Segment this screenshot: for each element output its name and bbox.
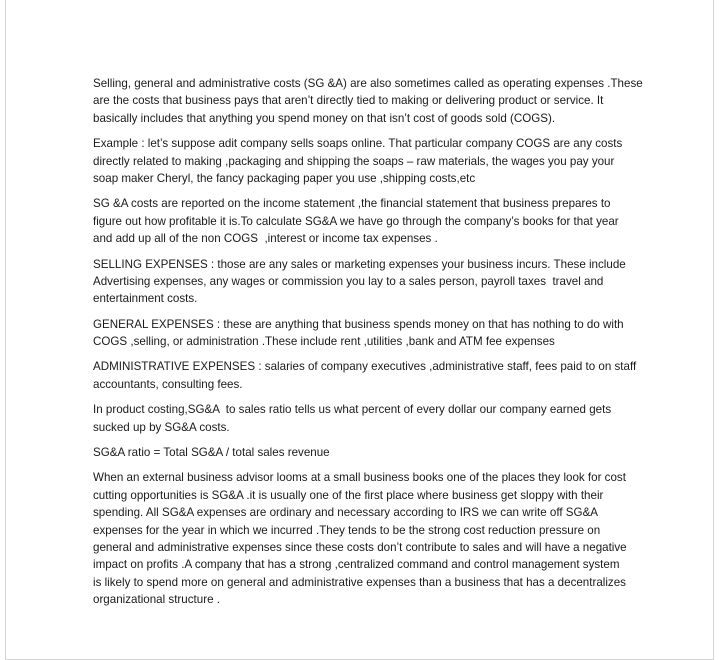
text-line: cutting opportunities is SG&A .it is usually one of the first place where business get sloppy with their (93, 488, 604, 502)
text-line: impact on profits .A company that has a strong ,centralized command and control management system (93, 558, 620, 572)
text-line: entertainment costs. (93, 292, 198, 306)
text-line: expenses for the year in which we incurred .They tends to be the strong cost reduction pressure on (93, 523, 601, 537)
text-line: general and administrative expenses since these costs don’t contribute to sales and will have a negative (93, 540, 627, 554)
text-line: sucked up by SG&A costs. (93, 420, 230, 434)
paragraph (93, 75, 653, 127)
document-page (5, 0, 714, 660)
paragraph (93, 256, 653, 308)
text-line: Advertising expenses, any wages or commission you lay to a sales person, payroll taxes travel and (93, 274, 604, 288)
text-line: organizational structure . (93, 593, 220, 607)
paragraph (93, 195, 653, 247)
text-line: SG&A ratio = Total SG&A / total sales revenue (93, 446, 330, 460)
text-line: directly related to making ,packaging and shipping the soaps – raw materials, the wages you pay your (93, 154, 615, 168)
text-line: COGS ,selling, or administration .These include rent ,utilities ,bank and ATM fee expenses (93, 335, 555, 349)
paragraph (93, 316, 653, 351)
text-line: SELLING EXPENSES : those are any sales or marketing expenses your business incurs. These include (93, 257, 626, 271)
text-line: spending. All SG&A expenses are ordinary and necessary according to IRS we can write off SG&A (93, 506, 599, 520)
paragraph (93, 135, 653, 187)
paragraph (93, 358, 653, 393)
text-line: When an external business advisor looms at a small business books one of the places they look for cost (93, 471, 626, 485)
text-line: SG &A costs are reported on the income statement ,the financial statement that business prepares to (93, 197, 611, 211)
text-line: figure out how profitable it is.To calculate SG&A we have go through the company’s books for that year (93, 214, 619, 228)
text-line: Selling, general and administrative costs (SG &A) are also sometimes called as operating expenses .These (93, 77, 643, 90)
text-line: In product costing,SG&A to sales ratio tells us what percent of every dollar our company earned gets (93, 403, 612, 417)
text-line: is likely to spend more on general and administrative expenses than a business that has a decentralizes (93, 575, 626, 589)
text-line: are the costs that business pays that aren’t directly tied to making or delivering product or service. It (93, 94, 604, 108)
text-line: basically includes that anything you spend money on that isn’t cost of goods sold (COGS). (93, 111, 556, 125)
text-line: and add up all of the non COGS ,interest or income tax expenses . (93, 232, 438, 246)
paragraph (93, 469, 653, 608)
paragraph (93, 401, 653, 436)
document-body (93, 75, 653, 617)
text-line: accountants, consulting fees. (93, 377, 243, 391)
text-line: GENERAL EXPENSES : these are anything that business spends money on that has nothing to do with (93, 317, 624, 331)
text-line: soap maker Cheryl, the fancy packaging paper you use ,shipping costs,etc (93, 171, 476, 185)
paragraph (93, 444, 653, 461)
text-line: Example : let’s suppose adit company sells soaps online. That particular company COGS are any costs (93, 137, 623, 151)
text-line: ADMINISTRATIVE EXPENSES : salaries of company executives ,administrative staff, fees paid to on staff (93, 360, 637, 374)
